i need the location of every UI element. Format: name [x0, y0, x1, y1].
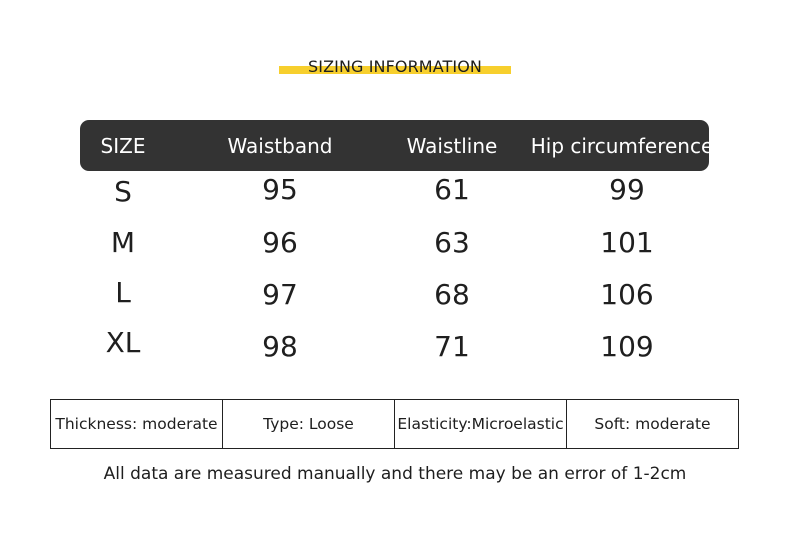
attr-softness: Soft: moderate: [594, 415, 711, 433]
page-title: SIZING INFORMATION: [308, 57, 482, 76]
cell-waistband: 97: [262, 278, 298, 311]
cell-hip: 99: [609, 173, 645, 206]
sizing-title: [279, 56, 511, 80]
attr-type: Type: Loose: [223, 400, 395, 448]
cell-waistline: 61: [434, 173, 470, 206]
cell-waistline: 71: [434, 330, 470, 363]
cell-waistline: 68: [434, 278, 470, 311]
cell-hip: 101: [600, 226, 654, 259]
header-waistline: Waistline: [406, 134, 498, 158]
cell-waistband: 96: [262, 226, 298, 259]
cell-hip: 109: [600, 330, 654, 363]
size-table-header: [80, 120, 714, 171]
attr-thickness: Thickness: moderate: [51, 400, 223, 448]
cell-size: L: [115, 276, 131, 309]
cell-waistband: 98: [262, 330, 298, 363]
cell-hip: 106: [600, 278, 654, 311]
cell-size: XL: [105, 326, 141, 359]
cell-size: S: [114, 175, 132, 208]
attributes-table: [50, 399, 739, 449]
cell-waistband: 95: [262, 173, 298, 206]
header-waistband: Waistband: [227, 134, 333, 158]
measurement-disclaimer: All data are measured manually and there may be an error of 1-2cm: [103, 464, 687, 484]
cell-waistline: 63: [434, 226, 470, 259]
header-size: SIZE: [100, 134, 146, 158]
cell-size: M: [110, 226, 136, 259]
header-hip-circumference: Hip circumference: [530, 134, 714, 158]
attr-elasticity: Elasticity:Microelastic: [395, 400, 567, 448]
